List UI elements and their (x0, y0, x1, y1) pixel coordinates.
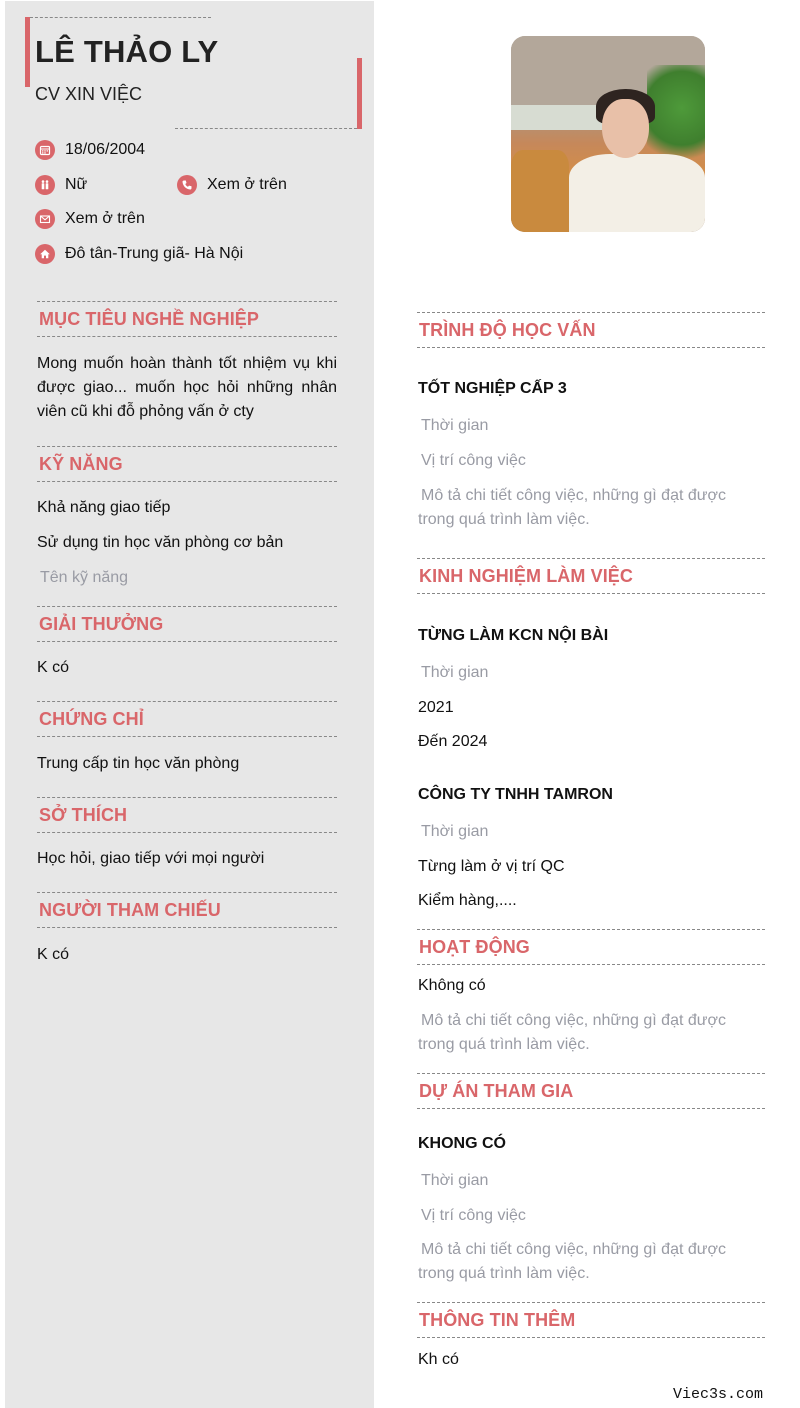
phone-value: Xem ở trên (207, 176, 287, 193)
project-position-placeholder[interactable]: Vị trí công việc (421, 1207, 526, 1224)
cv-subtitle[interactable]: CV XIN VIỆC (35, 84, 143, 104)
section-certificates-heading[interactable] (37, 701, 337, 737)
section-hobbies-heading[interactable] (37, 797, 337, 833)
section-title: TRÌNH ĐỘ HỌC VẤN (419, 319, 596, 340)
gender-row[interactable] (35, 175, 87, 195)
home-icon (35, 244, 55, 264)
header-divider-bottom (175, 128, 357, 129)
email-value: Xem ở trên (65, 210, 145, 227)
watermark: Viec3s.com (673, 1386, 764, 1403)
section-title: HOẠT ĐỘNG (419, 936, 530, 957)
section-title: GIẢI THƯỞNG (39, 613, 164, 634)
candidate-name[interactable]: LÊ THẢO LY (35, 34, 219, 69)
skill-item[interactable]: Khả năng giao tiếp (37, 499, 171, 516)
education-desc-placeholder[interactable]: Mô tả chi tiết công việc, những gì đạt được trong quá trình làm việc. (418, 487, 726, 528)
section-projects-heading[interactable] (417, 1073, 765, 1109)
photo-chair (511, 150, 569, 232)
hobbies-body[interactable]: Học hỏi, giao tiếp với mọi người (37, 850, 265, 867)
section-title: MỤC TIÊU NGHỀ NGHIỆP (39, 308, 260, 329)
email-icon (35, 209, 55, 229)
experience-detail[interactable]: Từng làm ở vị trí QC (418, 858, 565, 875)
certificates-body[interactable]: Trung cấp tin học văn phòng (37, 755, 240, 772)
birthday-value: 18/06/2004 (65, 141, 146, 158)
section-title: DỰ ÁN THAM GIA (419, 1080, 574, 1101)
email-row[interactable] (35, 209, 145, 229)
experience-time-placeholder[interactable]: Thời gian (421, 664, 489, 681)
experience-detail[interactable]: Đến 2024 (418, 733, 488, 750)
section-education-heading[interactable] (417, 312, 765, 348)
education-position-placeholder[interactable]: Vị trí công việc (421, 452, 526, 469)
address-row[interactable] (35, 244, 243, 264)
activities-body[interactable]: Không có (418, 977, 486, 994)
photo-sweater (569, 154, 705, 232)
experience-detail[interactable]: Kiểm hàng,.... (418, 892, 517, 909)
education-time-placeholder[interactable]: Thời gian (421, 417, 489, 434)
accent-bar-left (25, 17, 30, 87)
skill-item[interactable]: Sử dụng tin học văn phòng cơ bản (37, 534, 284, 551)
gender-icon (35, 175, 55, 195)
section-references-heading[interactable] (37, 892, 337, 928)
header-divider-top (30, 17, 211, 18)
photo-face (602, 99, 649, 158)
section-awards-heading[interactable] (37, 606, 337, 642)
extra-body[interactable]: Kh có (418, 1351, 459, 1368)
experience-detail[interactable]: 2021 (418, 699, 454, 716)
skill-name-placeholder[interactable]: Tên kỹ năng (40, 569, 129, 586)
activities-desc-placeholder[interactable]: Mô tả chi tiết công việc, những gì đạt được trong quá trình làm việc. (418, 1012, 726, 1053)
phone-row[interactable] (177, 175, 287, 195)
section-title: NGƯỜI THAM CHIẾU (39, 899, 221, 920)
objective-body[interactable]: Mong muốn hoàn thành tốt nhiệm vụ khi được giao... muốn học hỏi những nhân viên cũ khi đỗ phỏng vấn ở cty (37, 355, 337, 420)
education-entry-title[interactable]: TỐT NGHIỆP CẤP 3 (418, 380, 567, 397)
experience-time-placeholder[interactable]: Thời gian (421, 823, 489, 840)
experience-entry-title[interactable]: CÔNG TY TNHH TAMRON (418, 786, 613, 803)
references-body[interactable]: K có (37, 946, 70, 963)
address-value: Đô tân-Trung giã- Hà Nội (65, 245, 244, 262)
birthday-row[interactable] (35, 140, 145, 160)
section-activities-heading[interactable] (417, 929, 765, 965)
section-objective-heading[interactable] (37, 301, 337, 337)
section-title: SỞ THÍCH (39, 804, 128, 825)
project-time-placeholder[interactable]: Thời gian (421, 1172, 489, 1189)
section-title: KỸ NĂNG (39, 453, 123, 474)
accent-bar-right (357, 58, 362, 129)
section-skills-heading[interactable] (37, 446, 337, 482)
phone-icon (177, 175, 197, 195)
profile-photo[interactable] (511, 36, 705, 232)
section-extra-heading[interactable] (417, 1302, 765, 1338)
section-title: THÔNG TIN THÊM (419, 1309, 576, 1330)
project-desc-placeholder[interactable]: Mô tả chi tiết công việc, những gì đạt được trong quá trình làm việc. (418, 1241, 726, 1282)
experience-entry-title[interactable]: TỪNG LÀM KCN NỘI BÀI (418, 627, 609, 644)
section-title: CHỨNG CHỈ (39, 708, 144, 729)
project-entry-title[interactable]: KHONG CÓ (418, 1135, 506, 1152)
calendar-icon (35, 140, 55, 160)
section-experience-heading[interactable] (417, 558, 765, 594)
awards-body[interactable]: K có (37, 659, 70, 676)
section-title: KINH NGHIỆM LÀM VIỆC (419, 565, 634, 586)
gender-value: Nữ (65, 176, 88, 193)
